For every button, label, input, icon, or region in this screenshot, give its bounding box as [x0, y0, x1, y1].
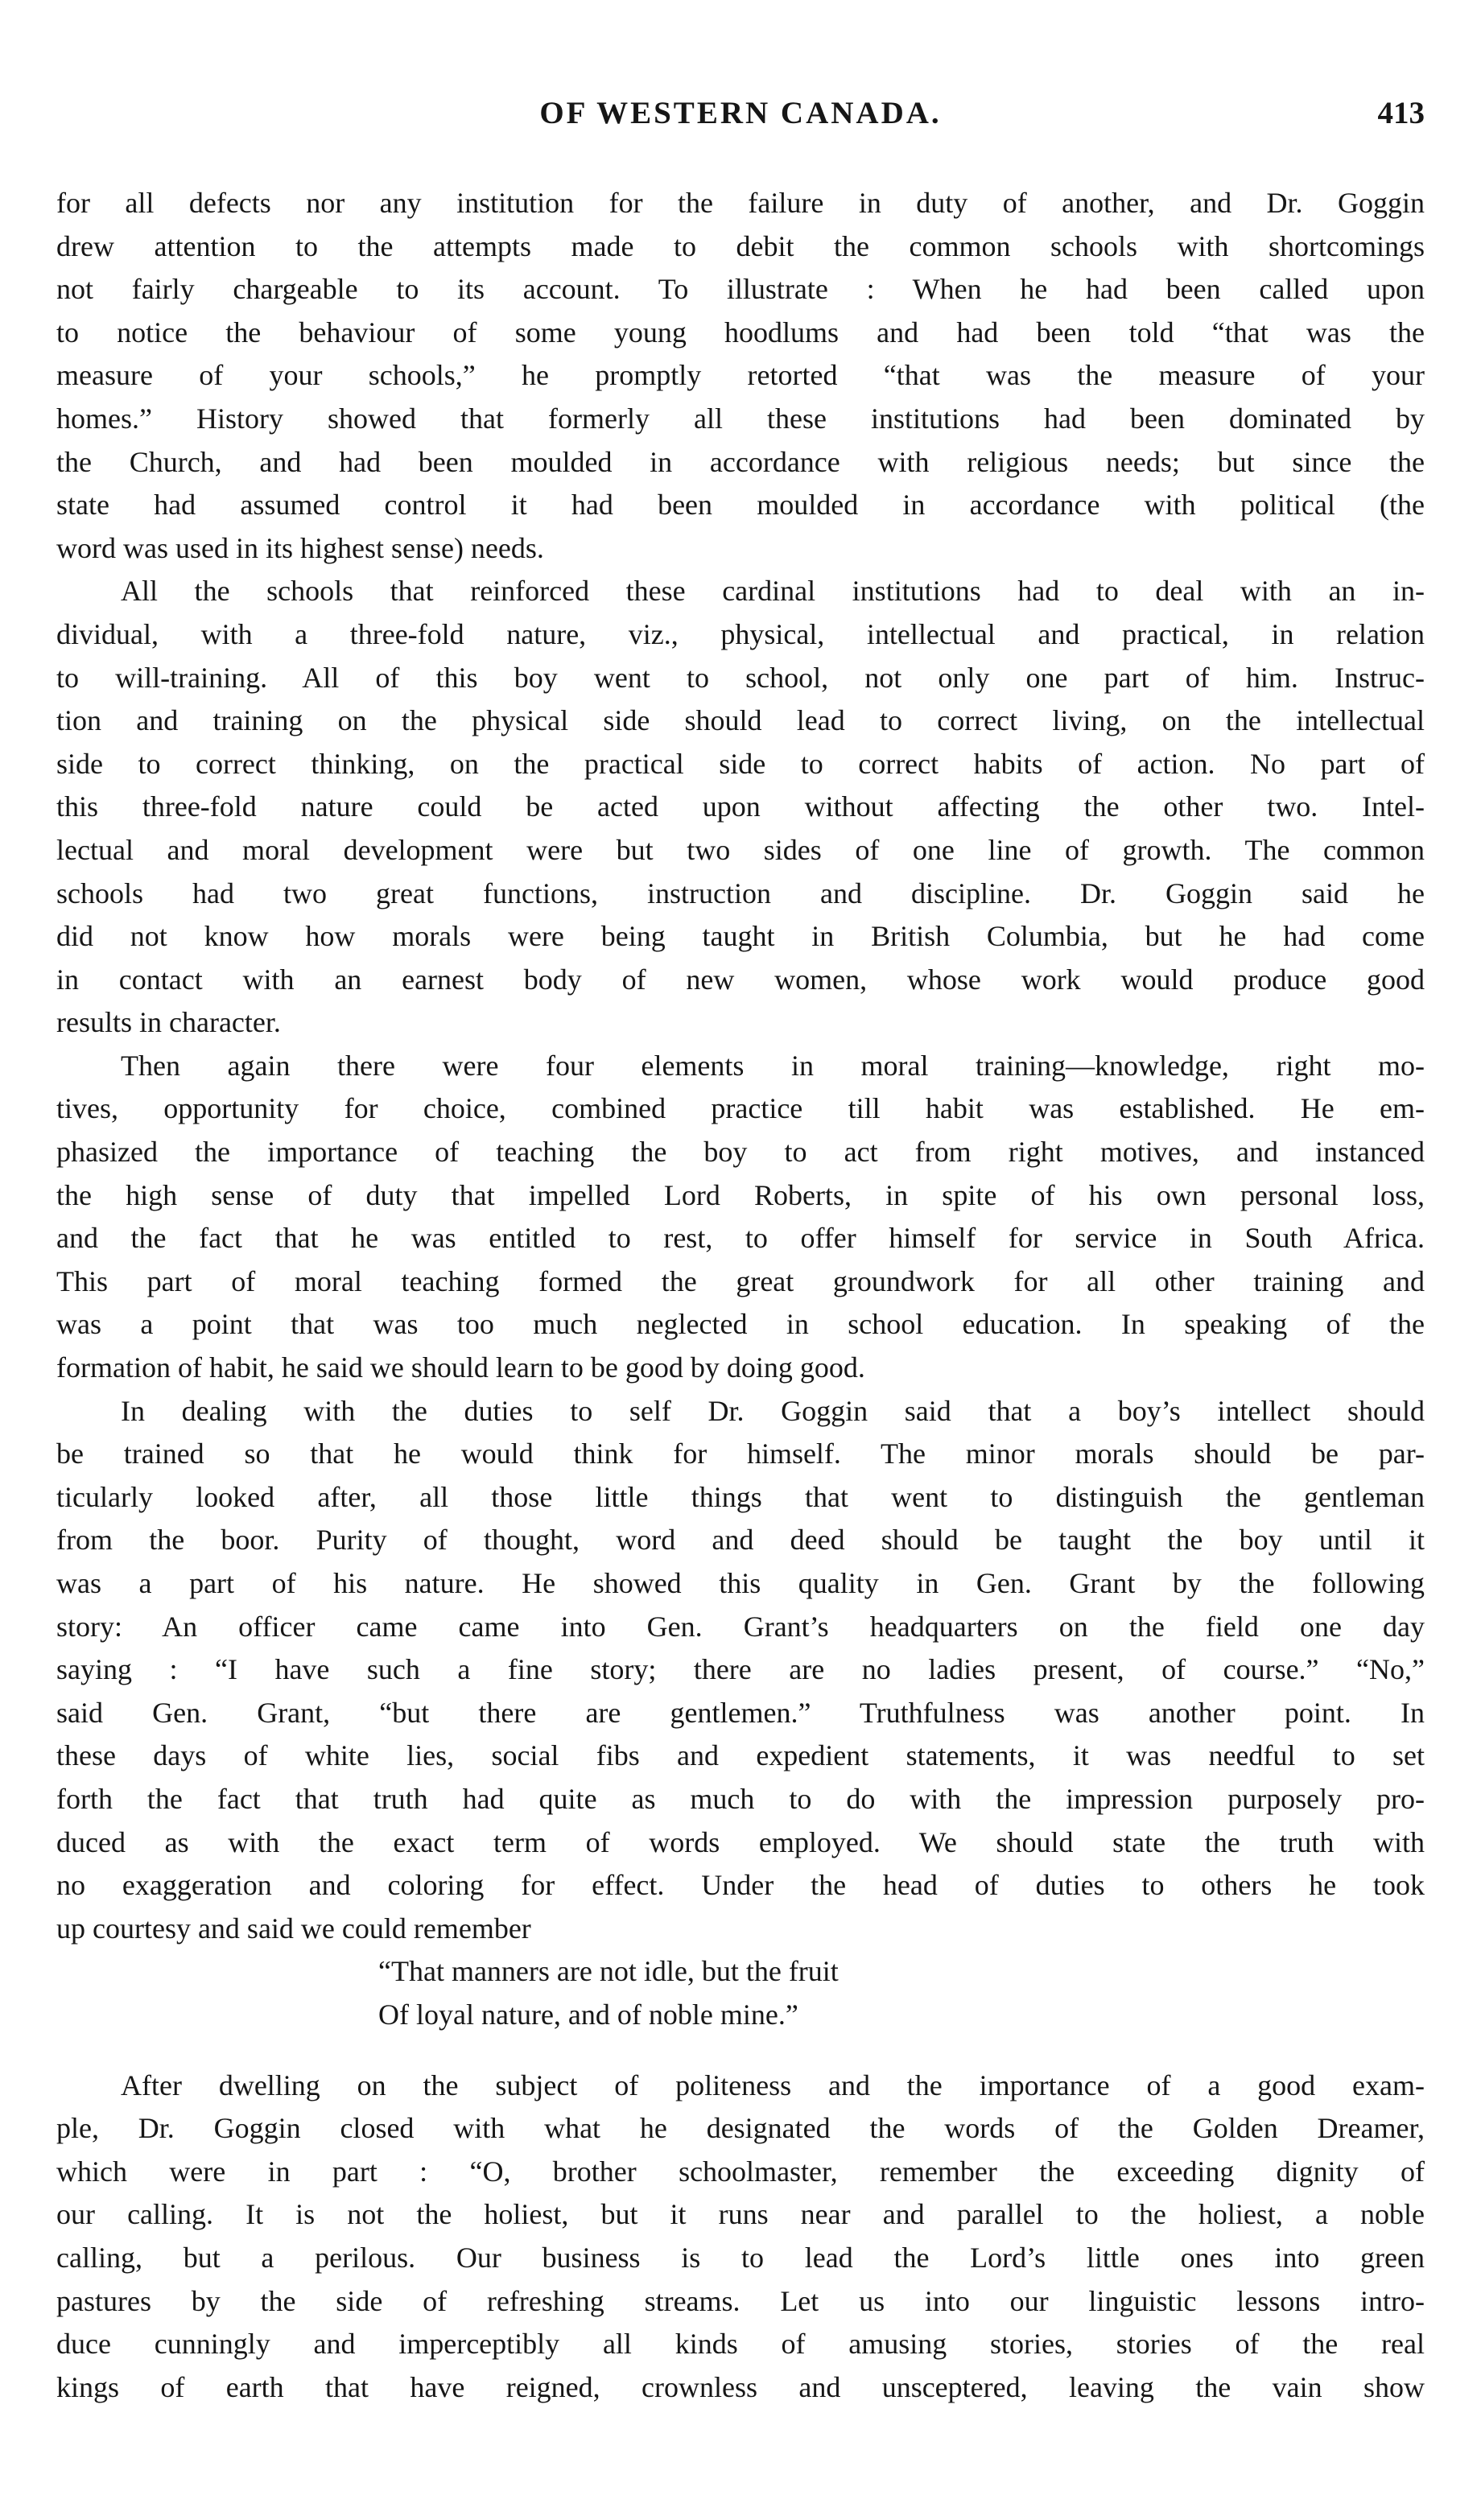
text-line: schools had two great functions, instruction and discipline. Dr. Goggin said he — [56, 876, 1425, 909]
text-line: the high sense of duty that impelled Lord Roberts, in spite of his own personal loss, — [56, 1178, 1425, 1211]
text-line: no exaggeration and coloring for effect. Under the head of duties to others he took — [56, 1869, 1425, 1902]
text-line: to will-training. All of this boy went to school, not only one part of him. Instruc- — [56, 661, 1425, 694]
text-line: results in character. — [56, 1006, 281, 1039]
text-line: was a part of his nature. He showed this quality in Gen. Grant by the following — [56, 1567, 1425, 1599]
text-line: be trained so that he would think for himself. The minor morals should be par- — [56, 1437, 1425, 1470]
page-header — [56, 95, 1425, 143]
text-line: to notice the behaviour of some young hoodlums and had been told “that was the — [56, 316, 1425, 349]
text-line: side to correct thinking, on the practical side to correct habits of action. No part of — [56, 747, 1425, 780]
text-line: This part of moral teaching formed the great groundwork for all other training and — [56, 1264, 1425, 1297]
page-number: 413 — [1377, 96, 1425, 130]
text-line: kings of earth that have reigned, crownless and unsceptered, leaving the vain show — [56, 2370, 1425, 2403]
text-line: measure of your schools,” he promptly retorted “that was the measure of your — [56, 359, 1425, 392]
verse-line: “That manners are not idle, but the fruit — [378, 1955, 839, 1988]
text-line: did not know how morals were being taught in British Columbia, but he had come — [56, 920, 1425, 953]
text-line: said Gen. Grant, “but there are gentlemen.” Truthfulness was another point. In — [56, 1696, 1425, 1729]
text-line: these days of white lies, social fibs and expedient statements, it was needful to set — [56, 1739, 1425, 1772]
text-line: ticularly looked after, all those little things that went to distinguish the gentleman — [56, 1480, 1425, 1513]
paragraph-start: In dealing with the duties to self Dr. Goggin said that a boy’s intellect should — [121, 1394, 1425, 1427]
text-line: homes.” History showed that formerly all these institutions had been dominated by — [56, 402, 1425, 435]
verse-line: Of loyal nature, and of noble mine.” — [378, 1998, 798, 2031]
text-line: dividual, with a three-fold nature, viz., physical, intellectual and practical, in relation — [56, 617, 1425, 650]
text-line: saying : “I have such a fine story; there are no ladies present, of course.” “No,” — [56, 1653, 1425, 1686]
paragraph-start: Then again there were four elements in moral training—knowledge, right mo- — [121, 1049, 1425, 1082]
text-line: drew attention to the attempts made to debit the common schools with shortcomings — [56, 229, 1425, 262]
text-line: phasized the importance of teaching the boy to act from right motives, and instanced — [56, 1136, 1425, 1169]
text-line: state had assumed control it had been moulded in accordance with political (the — [56, 489, 1425, 522]
running-head: OF WESTERN CANADA. — [539, 96, 942, 130]
text-line: for all defects nor any institution for the failure in duty of another, and Dr. Goggin — [56, 187, 1425, 219]
paragraph-start: All the schools that reinforced these cardinal institutions had to deal with an in- — [121, 575, 1425, 608]
text-line: up courtesy and said we could remember — [56, 1912, 531, 1945]
text-line: formation of habit, he said we should learn to be good by doing good. — [56, 1351, 865, 1384]
text-line: pastures by the side of refreshing streams. Let us into our linguistic lessons intro- — [56, 2284, 1425, 2317]
text-line: which were in part : “O, brother schoolmaster, remember the exceeding dignity of — [56, 2155, 1425, 2188]
text-line: duce cunningly and imperceptibly all kinds of amusing stories, stories of the real — [56, 2328, 1425, 2361]
text-line: forth the fact that truth had quite as much to do with the impression purposely pro- — [56, 1782, 1425, 1815]
text-line: the Church, and had been moulded in accordance with religious needs; but since the — [56, 445, 1425, 478]
text-line: ple, Dr. Goggin closed with what he designated the words of the Golden Dreamer, — [56, 2112, 1425, 2145]
text-line: from the boor. Purity of thought, word and deed should be taught the boy until it — [56, 1524, 1425, 1557]
text-line: in contact with an earnest body of new women, whose work would produce good — [56, 963, 1425, 996]
text-line: this three-fold nature could be acted upon without affecting the other two. Intel- — [56, 790, 1425, 823]
text-line: our calling. It is not the holiest, but it runs near and parallel to the holiest, a noble — [56, 2198, 1425, 2231]
text-line: not fairly chargeable to its account. To illustrate : When he had been called upon — [56, 273, 1425, 306]
text-line: was a point that was too much neglected in school education. In speaking of the — [56, 1308, 1425, 1341]
text-line: calling, but a perilous. Our business is to lead the Lord’s little ones into green — [56, 2241, 1425, 2274]
text-line: lectual and moral development were but two sides of one line of growth. The common — [56, 833, 1425, 866]
body-text — [56, 182, 1425, 2409]
text-line: tives, opportunity for choice, combined practice till habit was established. He em- — [56, 1092, 1425, 1125]
text-line: tion and training on the physical side should lead to correct living, on the intellectual — [56, 704, 1425, 737]
text-line: word was used in its highest sense) needs. — [56, 531, 544, 564]
text-line: story: An officer came came into Gen. Grant’s headquarters on the field one day — [56, 1610, 1425, 1643]
paragraph-start: After dwelling on the subject of politeness and the importance of a good exam- — [121, 2068, 1425, 2101]
text-line: and the fact that he was entitled to rest, to offer himself for service in South Africa. — [56, 1222, 1425, 1255]
stanza-gap — [56, 2037, 1425, 2064]
text-line: duced as with the exact term of words employed. We should state the truth with — [56, 1825, 1425, 1858]
